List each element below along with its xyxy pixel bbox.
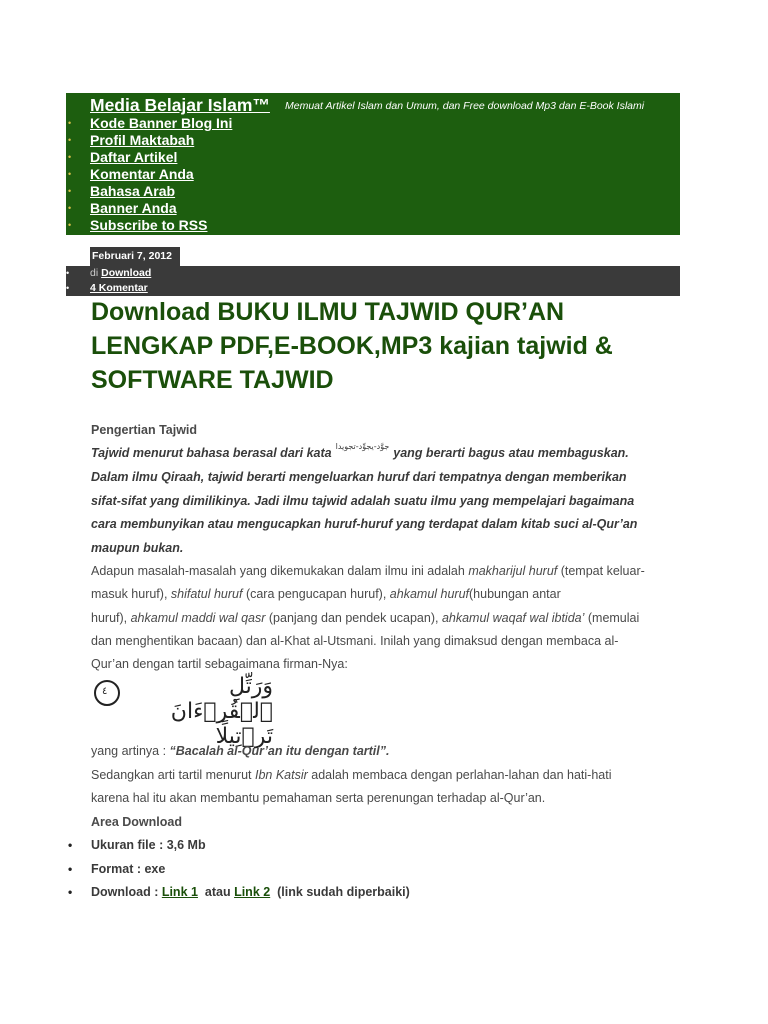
bullet-icon: • — [68, 152, 72, 162]
para2-line-5: Qur’an dengan tartil sebagaimana firman-Nya: — [91, 657, 348, 671]
section-heading: Pengertian Tajwid — [91, 423, 198, 437]
nav-item — [66, 132, 232, 149]
intro-line-5: maupun bukan. — [91, 541, 184, 555]
post-title: Download BUKU ILMU TAJWID QUR’AN LENGKAP PDF,E-BOOK,MP3 kajian tajwid & SOFTWARE TAJWID — [91, 298, 613, 394]
text: huruf), — [91, 611, 131, 625]
intro-text: yang berarti bagus atau membaguskan. — [393, 446, 629, 460]
intro-line-2: Dalam ilmu Qiraah, tajwid berarti mengeluarkan huruf dari tempatnya dengan memberikan — [91, 470, 627, 484]
meaning-text: “Bacalah al-Qur’an itu dengan tartil”. — [169, 744, 390, 758]
text: masuk huruf), — [91, 587, 171, 601]
site-description: Memuat Artikel Islam dan Umum, dan Free download Mp3 dan E-Book Islami — [285, 100, 645, 112]
bullet-icon: • — [68, 135, 72, 145]
text: (memulai — [584, 611, 640, 625]
bullet-icon: • — [68, 203, 72, 213]
text: Adapun masalah-masalah yang dikemukakan dalam ilmu ini adalah — [91, 564, 469, 578]
para2-line-3 — [91, 611, 639, 625]
nav-link-kode-banner[interactable]: Kode Banner Blog Ini — [90, 115, 233, 131]
nav-item — [66, 115, 232, 132]
arabic-root-word: جوَّد-يجوِّد-تجويدا — [335, 442, 390, 451]
text: (hubungan antar — [469, 587, 561, 601]
link-note: (link sudah diperbaiki) — [270, 885, 410, 899]
intro-line-4: cara membunyikan atau mengucapkan huruf-huruf yang terdapat dalam kitab suci al-Qur’an — [91, 517, 638, 531]
verse-meaning — [91, 744, 389, 758]
comments-link[interactable]: 4 Komentar — [90, 282, 148, 294]
text: (cara pengucapan huruf), — [242, 587, 390, 601]
bullet-icon: • — [68, 186, 72, 196]
site-title-link[interactable]: Media Belajar Islam™ — [90, 95, 270, 115]
post-date: Februari 7, 2012 — [90, 247, 180, 266]
text: Sedangkan arti tartil menurut — [91, 768, 255, 782]
post-meta-bar — [66, 266, 680, 296]
download-label: Download : — [91, 885, 162, 899]
download-heading: Area Download — [91, 815, 182, 829]
term: ahkamul waqaf wal ibtida’ — [441, 611, 585, 625]
category-link[interactable]: Download — [101, 267, 152, 279]
intro-text: Tajwid menurut bahasa berasal dari kata — [91, 446, 332, 460]
text: (tempat keluar- — [557, 564, 645, 578]
list-item — [66, 834, 410, 858]
intro-line-1 — [91, 442, 629, 466]
para3-line-2: karena hal itu akan membantu pemahaman serta perenungan terhadap al-Qur’an. — [91, 791, 546, 805]
download-link-1[interactable]: Link 1 — [161, 885, 198, 899]
file-format: Format : exe — [91, 861, 166, 876]
meaning-prefix: yang artinya : — [91, 744, 170, 758]
para2-line-4: dan menghentikan bacaan) dan al-Khat al-Utsmani. Inilah yang dimaksud dengan membaca al- — [91, 634, 619, 648]
nav-item — [66, 149, 232, 166]
nav-link-profil[interactable]: Profil Maktabah — [90, 132, 195, 148]
nav-link-daftar-artikel[interactable]: Daftar Artikel — [90, 149, 178, 165]
bullet-icon: • — [68, 838, 73, 852]
nav-item — [66, 217, 232, 234]
category-prefix: di — [90, 267, 99, 279]
term: shifatul huruf — [170, 587, 243, 601]
intro-line-3: sifat-sifat yang dimilikinya. Jadi ilmu tajwid adalah suatu ilmu yang mempelajari bagaimana — [91, 494, 635, 508]
main-nav — [66, 115, 232, 234]
bullet-icon: • — [68, 118, 72, 128]
term: makharijul huruf — [468, 564, 558, 578]
para2-line-2 — [91, 587, 561, 601]
site-header — [66, 93, 680, 235]
verse-arabic-text: وَرَتِّلِ ٱلۡقُرۡءَانَ تَرۡتِيلًا — [170, 674, 273, 749]
text: (panjang dan pendek ucapan), — [265, 611, 442, 625]
nav-link-bahasa-arab[interactable]: Bahasa Arab — [90, 183, 176, 199]
quran-verse-image — [91, 672, 273, 749]
term: ahkamul maddi wal qasr — [130, 611, 266, 625]
nav-item — [66, 200, 232, 217]
para3-line-1 — [91, 768, 612, 782]
nav-item — [66, 166, 232, 183]
verse-number-ring-icon — [94, 680, 120, 706]
list-item — [66, 881, 410, 905]
para2-line-1 — [91, 564, 645, 578]
nav-link-banner[interactable]: Banner Anda — [90, 200, 177, 216]
list-item — [66, 858, 410, 882]
bullet-icon: • — [66, 283, 70, 293]
or-text: atau — [197, 885, 235, 899]
download-list — [66, 834, 410, 905]
nav-link-rss[interactable]: Subscribe to RSS — [90, 217, 208, 233]
nav-item — [66, 183, 232, 200]
bullet-icon: • — [68, 885, 73, 899]
verse-number: ٤ — [102, 686, 108, 697]
term: ahkamul huruf — [389, 587, 470, 601]
bullet-icon: • — [68, 220, 72, 230]
bullet-icon: • — [68, 861, 73, 876]
bullet-icon: • — [68, 169, 72, 179]
text: adalah membaca dengan perlahan-lahan dan hati-hati — [307, 768, 612, 782]
term: Ibn Katsir — [254, 768, 308, 782]
nav-link-komentar[interactable]: Komentar Anda — [90, 166, 194, 182]
download-link-2[interactable]: Link 2 — [234, 885, 271, 899]
file-size: Ukuran file : 3,6 Mb — [91, 838, 206, 852]
bullet-icon: • — [66, 268, 70, 278]
